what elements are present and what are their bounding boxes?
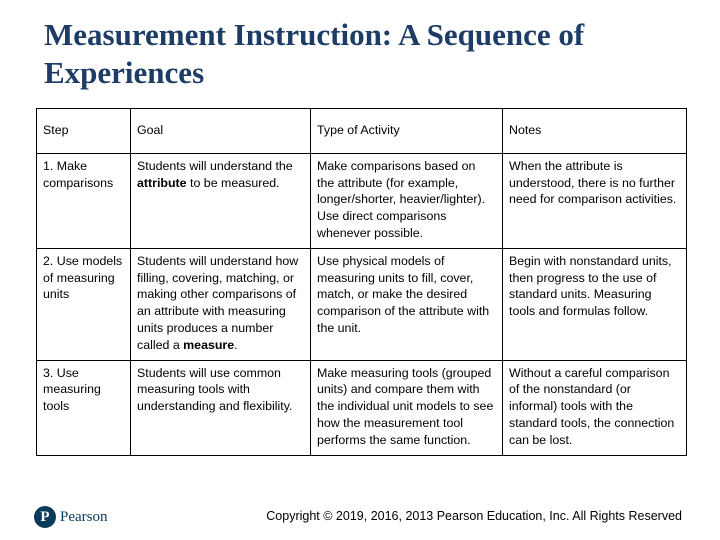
goal-bold-term: measure <box>183 337 235 352</box>
goal-cell <box>131 153 311 248</box>
page-title: Measurement Instruction: A Sequence of Experiences <box>44 17 585 90</box>
copyright-notice: Copyright © 2019, 2016, 2013 Pearson Education, Inc. All Rights Reserved <box>266 509 682 523</box>
pearson-logo-icon: P <box>34 506 56 528</box>
table-row <box>37 360 687 455</box>
notes-cell: When the attribute is understood, there is no further need for comparison activities. <box>503 153 687 248</box>
pearson-logo <box>34 506 108 528</box>
table-row <box>37 248 687 360</box>
goal-text: Students will use common measuring tools with understanding and flexibility. <box>137 365 293 414</box>
goal-text: Students will understand the <box>137 158 293 173</box>
notes-cell: Begin with nonstandard units, then progress to the use of standard units. Measuring tools and formulas follow. <box>503 248 687 360</box>
step-cell: 2. Use models of measuring units <box>37 248 131 360</box>
activity-cell: Use physical models of measuring units to fill, cover, match, or make the desired comparison of the attribute with the unit. <box>311 248 503 360</box>
goal-bold-term: attribute <box>137 175 187 190</box>
header-notes: Notes <box>503 109 687 154</box>
table-row <box>37 153 687 248</box>
step-cell: 1. Make comparisons <box>37 153 131 248</box>
measurement-table <box>36 108 687 456</box>
activity-cell: Make comparisons based on the attribute (for example, longer/shorter, heavier/lighter). Use direct comparisons whenever possible. <box>311 153 503 248</box>
header-step: Step <box>37 109 131 154</box>
goal-cell <box>131 360 311 455</box>
header-goal: Goal <box>131 109 311 154</box>
goal-text: Students will understand how filling, covering, matching, or making other comparisons of an attribute with measuring units produces a number called a <box>137 253 299 352</box>
pearson-logo-text: Pearson <box>60 508 108 525</box>
header-activity: Type of Activity <box>311 109 503 154</box>
table-header-row <box>37 109 687 154</box>
step-cell: 3. Use measuring tools <box>37 360 131 455</box>
goal-text-end: to be measured. <box>186 175 280 190</box>
activity-cell: Make measuring tools (grouped units) and compare them with the individual unit models to see how the measurement tool performs the same function. <box>311 360 503 455</box>
goal-text-end: . <box>234 337 238 352</box>
notes-cell: Without a careful comparison of the nonstandard (or informal) tools with the standard tools, the connection can be lost. <box>503 360 687 455</box>
goal-cell <box>131 248 311 360</box>
